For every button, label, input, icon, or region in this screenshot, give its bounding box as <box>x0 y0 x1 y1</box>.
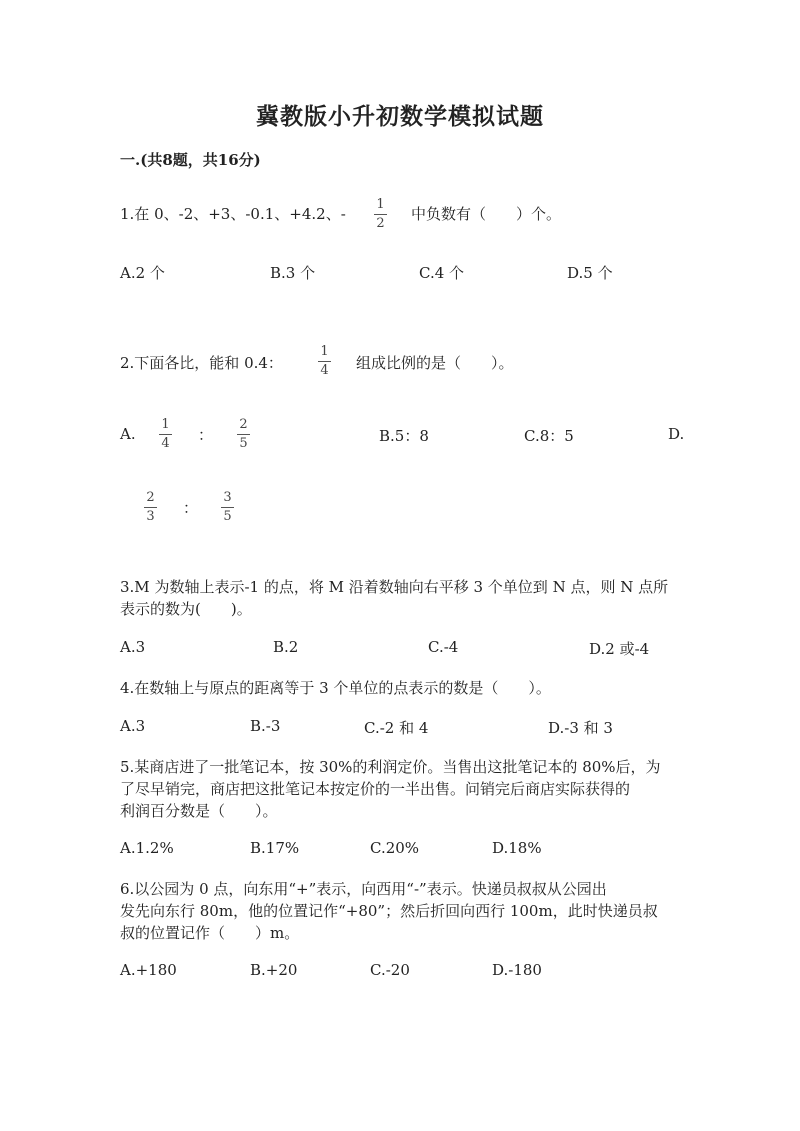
q6-stem-line-3: 叔的位置记作（ ）m。 <box>120 924 300 942</box>
fraction-denominator: 5 <box>239 435 248 451</box>
q3-option-c: C.-4 <box>428 638 459 656</box>
q2-option-a-fraction-1 <box>159 418 172 450</box>
q1-stem-start: 1.在 0、-2、+3、-0.1、+4.2、- <box>120 205 346 223</box>
q2-option-d-label: D. <box>668 425 685 443</box>
q1-option-d: D.5 个 <box>567 264 613 282</box>
section-heading: 一.(共8题，共16分) <box>120 151 261 169</box>
fraction-bar <box>159 434 172 435</box>
q5-stem-line-2: 了尽早销完，商店把这批笔记本按定价的一半出售。问销完后商店实际获得的 <box>120 780 631 798</box>
q2-fraction <box>318 345 331 377</box>
fraction-bar <box>144 507 157 508</box>
fraction-denominator: 4 <box>320 362 329 378</box>
q2-option-a-fraction-2 <box>237 418 250 450</box>
fraction-numerator: 1 <box>161 417 170 432</box>
q4-option-d: D.-3 和 3 <box>548 719 613 737</box>
q5-option-d: D.18% <box>492 839 542 857</box>
q6-stem-line-2: 发先向东行 80m，他的位置记作“+80”；然后折回向西行 100m，此时快递员叔 <box>120 902 658 920</box>
fraction-bar <box>374 214 387 215</box>
q1-option-c: C.4 个 <box>419 264 465 282</box>
q2-option-a-colon: ： <box>198 426 214 444</box>
fraction-denominator: 2 <box>376 215 385 231</box>
q6-option-a: A.+180 <box>120 961 177 979</box>
q6-option-d: D.-180 <box>492 961 542 979</box>
q3-option-d: D.2 或-4 <box>589 640 650 658</box>
fraction-denominator: 4 <box>161 435 170 451</box>
q5-option-a: A.1.2% <box>120 839 174 857</box>
fraction-numerator: 2 <box>146 490 155 505</box>
q2-stem-start: 2.下面各比，能和 0.4： <box>120 354 283 372</box>
page-title: 冀教版小升初数学模拟试题 <box>256 103 544 130</box>
q4-stem-line-1: 4.在数轴上与原点的距离等于 3 个单位的点表示的数是（ ）。 <box>120 679 551 697</box>
fraction-bar <box>221 507 234 508</box>
q2-option-d-fraction-2 <box>221 491 234 523</box>
q4-option-a: A.3 <box>120 717 146 735</box>
fraction-bar <box>318 361 331 362</box>
q2-option-d-colon: ： <box>183 499 199 517</box>
q1-option-b: B.3 个 <box>270 264 316 282</box>
fraction-bar <box>237 434 250 435</box>
q1-stem-end: 中负数有（ ）个。 <box>411 205 562 223</box>
q6-option-b: B.+20 <box>250 961 298 979</box>
q1-fraction <box>374 198 387 230</box>
q3-option-b: B.2 <box>273 638 299 656</box>
fraction-numerator: 3 <box>223 490 232 505</box>
q2-option-a-label: A. <box>120 425 136 443</box>
fraction-numerator: 1 <box>320 344 329 359</box>
q5-stem-line-1: 5.某商店进了一批笔记本，按 30%的利润定价。当售出这批笔记本的 80%后，为 <box>120 758 661 776</box>
q5-option-b: B.17% <box>250 839 300 857</box>
q4-option-c: C.-2 和 4 <box>364 719 429 737</box>
q6-stem-line-1: 6.以公园为 0 点，向东用“+”表示，向西用“-”表示。快递员叔叔从公园出 <box>120 880 607 898</box>
fraction-numerator: 2 <box>239 417 248 432</box>
q2-option-c: C.8：5 <box>524 427 574 445</box>
q6-option-c: C.-20 <box>370 961 410 979</box>
fraction-numerator: 1 <box>376 197 385 212</box>
q5-stem-line-3: 利润百分数是（ ）。 <box>120 802 278 820</box>
q5-option-c: C.20% <box>370 839 420 857</box>
q3-stem-line-1: 3.M 为数轴上表示-1 的点，将 M 沿着数轴向右平移 3 个单位到 N 点，则 N 点所 <box>120 578 669 596</box>
q4-option-b: B.-3 <box>250 717 281 735</box>
q2-stem-end: 组成比例的是（ ）。 <box>356 354 514 372</box>
fraction-denominator: 3 <box>146 508 155 524</box>
q3-stem-line-2: 表示的数为( )。 <box>120 600 252 618</box>
q3-option-a: A.3 <box>120 638 146 656</box>
q2-option-d-fraction-1 <box>144 491 157 523</box>
fraction-denominator: 5 <box>223 508 232 524</box>
q1-option-a: A.2 个 <box>120 264 165 282</box>
q2-option-b: B.5：8 <box>379 427 429 445</box>
